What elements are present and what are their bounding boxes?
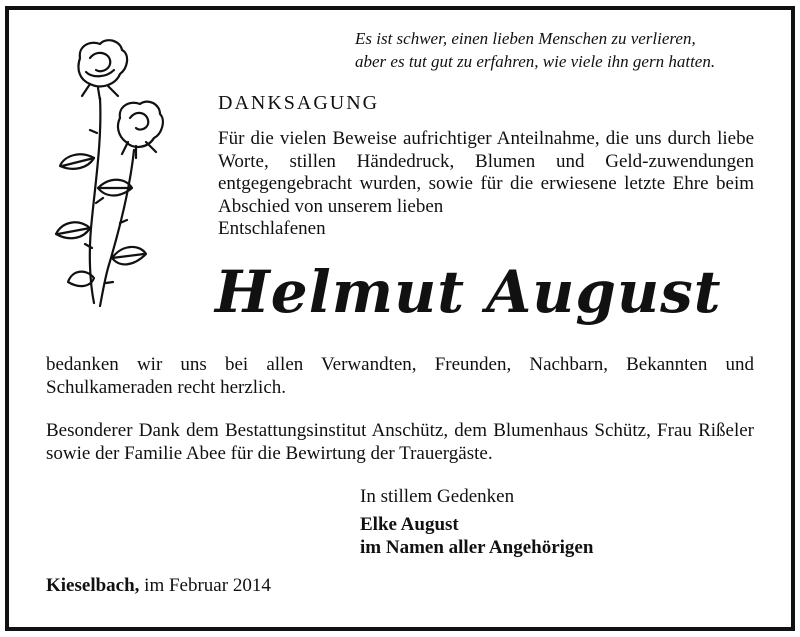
rose-icon (50, 38, 180, 318)
notice-heading: DANKSAGUNG (218, 92, 380, 114)
signer-on-behalf: im Namen aller Angehörigen (360, 537, 594, 558)
deceased-name: Helmut August (215, 258, 722, 326)
motto-line-2: aber es tut gut zu erfahren, wie viele ihn gern hatten. (355, 52, 716, 71)
intro-paragraph (218, 128, 754, 241)
motto-line-1: Es ist schwer, einen lieben Menschen zu verlieren, (355, 29, 696, 48)
thanks-paragraph: bedanken wir uns bei allen Verwandten, Freunden, Nachbarn, Bekannten und Schulkameraden recht herzlich. (46, 354, 754, 398)
motto-quote (355, 27, 750, 73)
special-thanks-paragraph: Besonderer Dank dem Bestattungsinstitut Anschütz, dem Blumenhaus Schütz, Frau Rißeler sowie der Familie Abee für die Bewirtung der Trauergäste. (46, 420, 754, 464)
place-town: Kieselbach, (46, 575, 140, 596)
place-date-text: im Februar 2014 (144, 575, 271, 596)
signer-block (360, 513, 593, 559)
place-date (46, 575, 271, 597)
intro-last-line: Entschlafenen (218, 218, 326, 239)
signer-name: Elke August (360, 514, 459, 535)
intro-text: Für die vielen Beweise aufrichtiger Anteilnahme, die uns durch liebe Worte, stillen Händedruck, Blumen und Geld-zuwendungen entgegengebracht wurden, sowie für die erwiesene letzte Ehre beim Abschied von unserem lieben (218, 128, 754, 217)
closing-phrase: In stillem Gedenken (360, 486, 515, 507)
